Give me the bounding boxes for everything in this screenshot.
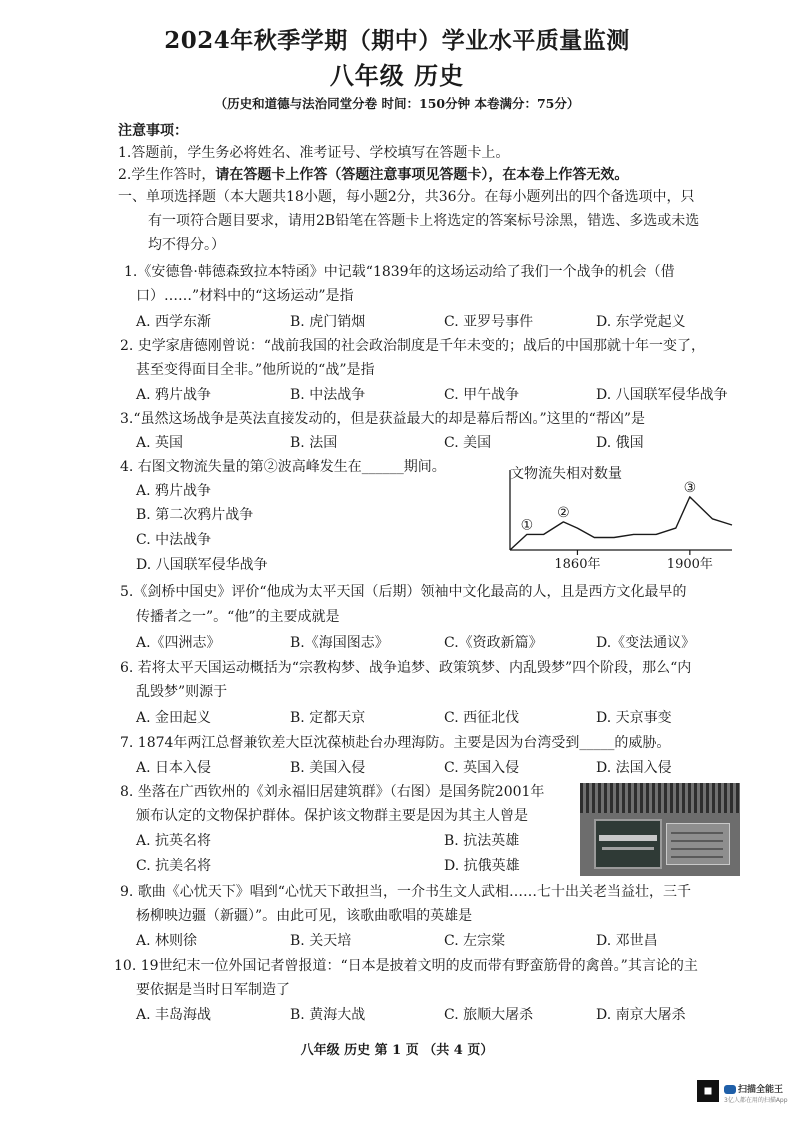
question-2-option-d: D. 八国联军侵华战争 (596, 387, 728, 403)
scanner-tagline: 3亿人都在用的扫描App (724, 1097, 788, 1104)
notes-heading: 注意事项： (118, 123, 188, 139)
question-3-option-a: A. 英国 (136, 435, 184, 451)
question-7-option-a: A. 日本入侵 (136, 760, 212, 776)
question-7-option-d: D. 法国入侵 (596, 760, 672, 776)
photo-info-board (666, 823, 730, 865)
section-instructions-line-1: 一、单项选择题（本大题共18小题，每小题2分，共36分。在每小题列出的四个备选项中，只 (118, 189, 695, 205)
question-6-option-b: B. 定都天京 (290, 710, 366, 726)
notes-item-2-text: 2.学生作答时， (118, 167, 216, 183)
question-5-option-b: B.《海国图志》 (290, 635, 389, 651)
question-2-option-c: C. 甲午战争 (444, 387, 520, 403)
chart-peak-label-1: ① (520, 517, 534, 534)
exam-info: （历史和道德与法治同堂分卷 时间：150分钟 本卷满分：75分） (214, 96, 580, 111)
notes-item-1: 1.答题前，学生务必将姓名、准考证号、学校填写在答题卡上。 (118, 145, 510, 161)
question-8-option-a: A. 抗英名将 (136, 833, 212, 849)
question-10-option-c: C. 旅顺大屠杀 (444, 1007, 534, 1023)
question-9-option-d: D. 邓世昌 (596, 933, 658, 949)
question-10-option-b: B. 黄海大战 (290, 1007, 366, 1023)
question-9-option-b: B. 关天培 (290, 933, 352, 949)
question-5-option-c: C.《资政新篇》 (444, 635, 543, 651)
exam-title: 2024年秋季学期（期中）学业水平质量监测 (164, 27, 630, 54)
question-8-option-b: B. 抗法英雄 (444, 833, 520, 849)
photo-roof-tiles (580, 783, 740, 813)
question-8-stem-line-1: 8. 坐落在广西钦州的《刘永福旧居建筑群》（右图）是国务院2001年 (120, 784, 545, 800)
question-8-option-d: D. 抗俄英雄 (444, 858, 520, 874)
question-8-option-c: C. 抗美名将 (136, 858, 212, 874)
question-7-option-c: C. 英国入侵 (444, 760, 520, 776)
question-9-stem-line-2: 杨柳映边疆（新疆）”。由此可见，该歌曲歌唱的英雄是 (136, 908, 473, 924)
question-1-stem-line-2: 口）……”材料中的“这场运动”是指 (136, 288, 354, 304)
question-4-option-c: C. 中法战争 (136, 532, 212, 548)
notes-item-2 (118, 165, 628, 185)
question-10-option-a: A. 丰岛海战 (136, 1007, 212, 1023)
qr-code-icon (697, 1080, 719, 1102)
question-6-stem-line-1: 6. 若将太平天国运动概括为“宗教构梦、战争追梦、政策筑梦、内乱毁梦”四个阶段，那么“内 (120, 660, 692, 676)
question-6-stem-line-2: 乱毁梦”则源于 (136, 684, 228, 700)
chart-x-tick-label-1860: 1860年 (554, 557, 601, 572)
question-4-option-b: B. 第二次鸦片战争 (136, 507, 254, 523)
question-10-stem-line-2: 要依据是当时日军制造了 (136, 982, 290, 998)
scanner-logo-icon (724, 1085, 736, 1094)
question-2-stem-line-2: 甚至变得面目全非。”他所说的“战”是指 (136, 362, 375, 378)
section-instructions-line-3: 均不得分。） (148, 237, 225, 253)
question-1-stem-line-1: 1.《安德鲁·韩德森致拉本特函》中记载“1839年的这场运动给了我们一个战争的机会（借 (124, 264, 675, 280)
question-4-stem: 4. 右图文物流失量的第②波高峰发生在______期间。 (120, 459, 446, 475)
question-6-option-a: A. 金田起义 (136, 710, 212, 726)
question-1-option-d: D. 东学党起义 (596, 314, 686, 330)
question-6-option-d: D. 天京事变 (596, 710, 672, 726)
question-7-stem: 7. 1874年两江总督兼钦差大臣沈葆桢赴台办理海防。主要是因为台湾受到_____的威胁。 (120, 735, 671, 751)
question-4-option-a: A. 鸦片战争 (136, 483, 212, 499)
scanner-brand-label: 扫描全能王 (738, 1085, 784, 1095)
exam-subject: 八年级 历史 (329, 61, 465, 90)
question-3-option-c: C. 美国 (444, 435, 492, 451)
question-4-option-d: D. 八国联军侵华战争 (136, 557, 268, 573)
question-1-option-a: A. 西学东渐 (136, 314, 212, 330)
question-2-option-b: B. 中法战争 (290, 387, 366, 403)
question-9-option-c: C. 左宗棠 (444, 933, 506, 949)
chart-series-line (510, 497, 732, 550)
question-7-option-b: B. 美国入侵 (290, 760, 366, 776)
notes-item-2-emphasis: 请在答题卡上作答（答题注意事项见答题卡），在本卷上作答无效。 (215, 167, 629, 183)
section-instructions-line-2: 有一项符合题目要求，请用2B铅笔在答题卡上将选定的答案标号涂黑，错选、多选或未选 (148, 213, 700, 229)
question-9-option-a: A. 林则徐 (136, 933, 198, 949)
question-1-option-c: C. 亚罗号事件 (444, 314, 534, 330)
artifact-loss-chart (500, 458, 740, 576)
photo-heritage-plaque (594, 819, 662, 869)
question-10-stem-line-1: 10. 19世纪末一位外国记者曾报道：“日本是披着文明的皮而带有野蛮筋骨的禽兽。”其言论的主 (114, 958, 698, 974)
question-9-stem-line-1: 9. 歌曲《心忧天下》唱到“心忧天下敢担当，一介书生文人武相……七十出关老当益壮，三千 (120, 884, 691, 900)
question-8-stem-line-2: 颁布认定的文物保护群体。保护该文物群主要是因为其主人曾是 (136, 808, 528, 824)
question-3-option-d: D. 俄国 (596, 435, 644, 451)
question-2-stem-line-1: 2. 史学家唐德刚曾说：“战前我国的社会政治制度是千年未变的；战后的中国那就十年一变了， (120, 338, 705, 354)
question-5-option-d: D.《变法通议》 (596, 635, 696, 651)
scanner-brand (724, 1082, 783, 1095)
chart-peak-label-3: ③ (683, 479, 697, 496)
question-5-stem-line-2: 传播者之一”。“他”的主要成就是 (136, 609, 340, 625)
page-footer: 八年级 历史 第 1 页 （共 4 页） (300, 1043, 494, 1058)
chart-x-tick-label-1900: 1900年 (666, 557, 713, 572)
question-3-option-b: B. 法国 (290, 435, 338, 451)
question-5-option-a: A.《四洲志》 (136, 635, 221, 651)
question-6-option-c: C. 西征北伐 (444, 710, 520, 726)
question-10-option-d: D. 南京大屠杀 (596, 1007, 686, 1023)
chart-peak-label-2: ② (557, 504, 570, 521)
question-2-option-a: A. 鸦片战争 (136, 387, 212, 403)
question-1-option-b: B. 虎门销烟 (290, 314, 366, 330)
question-3-stem: 3.“虽然这场战争是英法直接发动的，但是获益最大的却是幕后帮凶。”这里的“帮凶”是 (120, 411, 645, 427)
artifact-loss-chart-svg (500, 458, 740, 576)
question-5-stem-line-1: 5.《剑桥中国史》评价“他成为太平天国（后期）领袖中文化最高的人，且是西方文化最早的 (120, 584, 687, 600)
liu-yongfu-residence-photo (580, 783, 740, 876)
chart-title: 文物流失相对数量 (510, 466, 622, 482)
